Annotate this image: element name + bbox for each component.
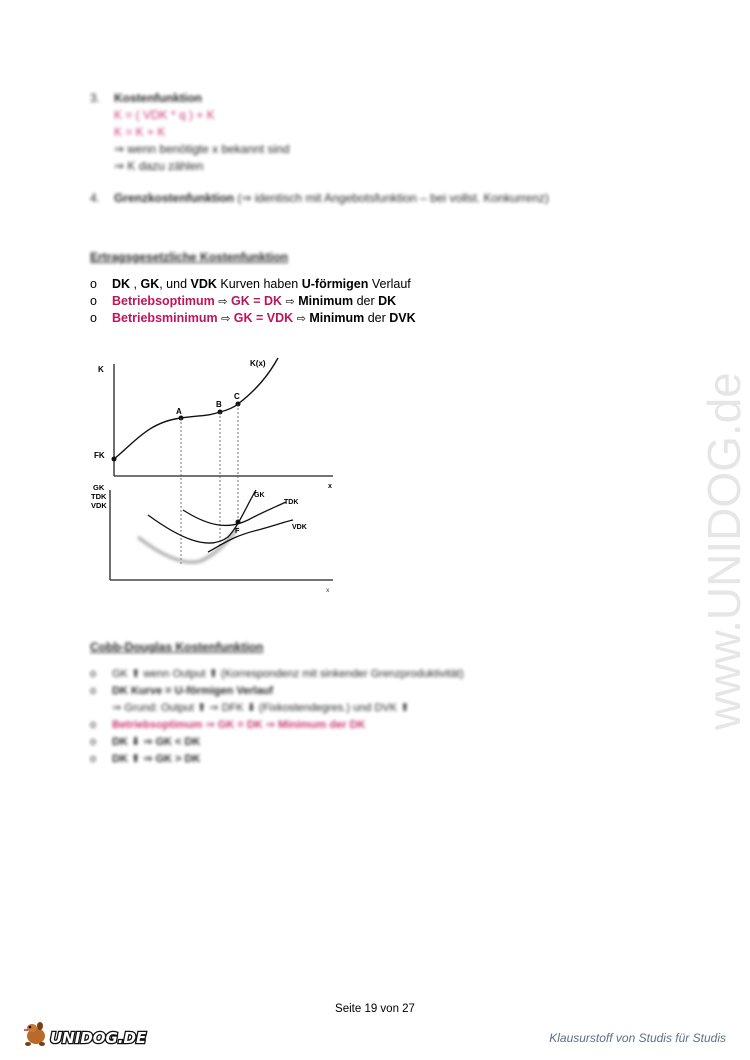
text: , und bbox=[159, 277, 191, 291]
lower-y-label-2: TDK bbox=[91, 492, 107, 501]
ertrag-heading: Ertragsgesetzliche Kostenfunktion bbox=[90, 250, 289, 264]
list-item bbox=[90, 683, 464, 700]
list-item bbox=[90, 717, 464, 734]
text: Verlauf bbox=[368, 277, 411, 291]
lower-y-label-1: GK bbox=[93, 483, 105, 492]
cobb-heading: Cobb-Douglas Kostenfunktion bbox=[90, 640, 264, 654]
gk-label: GK bbox=[254, 492, 265, 499]
page-number: Seite 19 von 27 bbox=[335, 1003, 415, 1015]
point-f bbox=[236, 520, 241, 525]
section-4 bbox=[90, 190, 549, 207]
term: Minimum bbox=[309, 311, 365, 325]
point-c-label: C bbox=[234, 392, 240, 401]
watermark bbox=[600, 275, 750, 735]
cost-curve-figure bbox=[88, 352, 350, 594]
bullet-marker: o bbox=[90, 685, 97, 697]
lower-y-label-3: VDK bbox=[91, 501, 107, 510]
point-b-label: B bbox=[216, 400, 222, 409]
term: GK bbox=[140, 277, 160, 291]
term: U-förmigen bbox=[301, 277, 369, 291]
bullet-marker: o bbox=[90, 277, 97, 291]
text: ⇒ Grund: Output ⬆ ⇒ DFK ⬇ (Fixkostendegres.) und DVK ⬆ bbox=[112, 702, 410, 714]
bullet-marker: o bbox=[90, 753, 97, 765]
footer-tagline: Klausurstoff von Studis für Studis bbox=[549, 1031, 726, 1045]
upper-y-label: K bbox=[98, 365, 104, 374]
point-f-label: F bbox=[235, 528, 240, 535]
text: GK ⬆ wenn Output ⬆ (Korrespondenz mit sinkender Grenzproduktivität) bbox=[112, 668, 464, 680]
term: Betriebsminimum bbox=[112, 311, 218, 325]
text: der bbox=[364, 311, 390, 325]
arrow-right-icon: ⇨ bbox=[221, 313, 231, 325]
arrow-right-icon: ⇨ bbox=[296, 313, 306, 325]
bullet-marker: o bbox=[90, 668, 97, 680]
logo-text: UNIDOG.DE bbox=[50, 1029, 147, 1047]
text: Kurven haben bbox=[216, 277, 302, 291]
intercept-label: FK bbox=[94, 451, 105, 460]
point-a-label: A bbox=[176, 407, 182, 416]
section-note: (⇒ identisch mit Angebotsfunktion – bei vollst. Konkurrenz) bbox=[237, 191, 549, 205]
text: Betriebsoptimum ⇒ GK = DK ⇒ Minimum der DK bbox=[112, 719, 366, 731]
list-item bbox=[90, 276, 416, 293]
bullet-marker: o bbox=[90, 719, 97, 731]
list-item bbox=[90, 666, 464, 683]
unidog-logo[interactable] bbox=[22, 1016, 152, 1052]
dog-mascot-icon bbox=[24, 1022, 45, 1046]
vdk-label: VDK bbox=[292, 524, 307, 531]
section-title: Kostenfunktion bbox=[114, 91, 202, 105]
text: , bbox=[130, 277, 141, 291]
section-number: 3. bbox=[90, 91, 101, 105]
intercept-point bbox=[112, 457, 117, 462]
x-axis-label: x bbox=[328, 483, 332, 490]
bullet-marker: o bbox=[90, 294, 97, 308]
list-item bbox=[90, 751, 464, 768]
section-3 bbox=[90, 90, 290, 175]
text: DK ⬇ ⇒ GK < DK bbox=[112, 736, 201, 748]
term: GK = VDK bbox=[233, 311, 294, 325]
term: VDK bbox=[190, 277, 217, 291]
arrow-right-icon: ⇨ bbox=[218, 296, 228, 308]
section-number: 4. bbox=[90, 191, 101, 205]
formula-line: K = ( VDK * q ) + K bbox=[114, 108, 215, 122]
list-item bbox=[90, 293, 416, 310]
watermark-text: www.UNIDOG.de bbox=[698, 372, 750, 730]
term: DK bbox=[112, 277, 131, 291]
ertrag-bullets bbox=[90, 276, 416, 327]
section-title: Grenzkostenfunktion bbox=[114, 191, 235, 205]
cobb-bullets bbox=[90, 666, 464, 768]
term: Betriebsoptimum bbox=[112, 294, 215, 308]
formula-line: K = K + K bbox=[114, 125, 166, 139]
lower-x-label: x bbox=[326, 588, 330, 594]
tdk-label: TDK bbox=[284, 499, 299, 506]
list-item bbox=[90, 310, 416, 327]
term: DK bbox=[378, 294, 397, 308]
note-line: ⇒ wenn benötigte x bekannt sind bbox=[114, 142, 290, 156]
term: GK = DK bbox=[230, 294, 283, 308]
term: Minimum bbox=[298, 294, 354, 308]
list-item bbox=[90, 734, 464, 751]
term: DVK bbox=[389, 311, 416, 325]
bullet-marker: o bbox=[90, 736, 97, 748]
text: der bbox=[353, 294, 379, 308]
note-line: ⇒ K dazu zählen bbox=[114, 159, 204, 173]
text: DK Kurve = U-förmigen Verlauf bbox=[112, 685, 274, 697]
bullet-marker: o bbox=[90, 311, 97, 325]
curve-label: K(x) bbox=[250, 359, 266, 368]
arrow-right-icon: ⇨ bbox=[285, 296, 295, 308]
list-item bbox=[90, 700, 464, 717]
text: DK ⬆ ⇒ GK > DK bbox=[112, 753, 201, 765]
